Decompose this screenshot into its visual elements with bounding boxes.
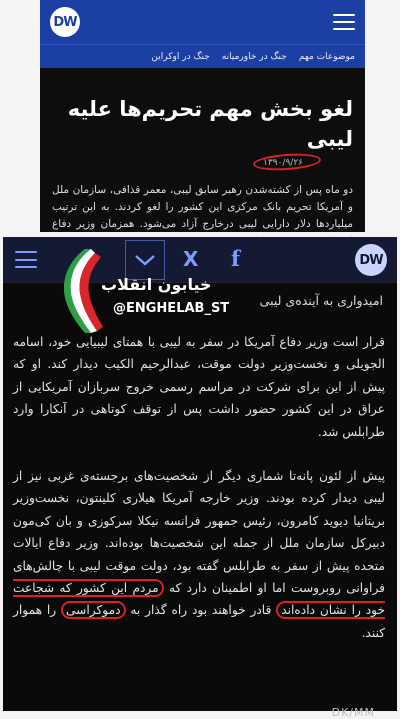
paragraph-2-start: پیش از لئون پانه‌تا شماری دیگر از شخصیت‌های برجسته‌ی غربی نیز از لیبی دیدار کرده بودند. وزیر خارجه آمریکا هیلاری کلینتون، نخست‌وزیر بریتانیا دیوید کامرون، رئیس جمهور فرانسه نیکلا سرکوزی و بان کی‌مون دبیرکل سازمان ملل از جمله این شخصیت‌ها بوده‌اند. وزیر دفاع ایالات متحده پیش از سفر به طرابلس گفته بود، دولت موقت لیبی با چالش‌های فراوانی روبروست اما او اطمینان دارد که <box>13 469 385 596</box>
top-article-screenshot <box>40 0 365 232</box>
bottom-article-screenshot <box>3 237 397 719</box>
paragraph-1: قرار است وزیر دفاع آمریکا در سفر به لیبی با همتای لیبیایی خود، اسامه الجویلی و نخست‌وزیر دولت موقت، عبدالرحیم الکیب دیدار کند. او که پیش از این برای شرکت در مراسم رسمی خروج سربازان آمریکایی از عراق در این کشور حضور داشت پس از توقف کوتاهی در آنکارا وارد طرابلس شد. <box>13 335 385 439</box>
article-date: ۱۳۹۰/۹/۲۶ <box>263 158 303 168</box>
facebook-share-icon[interactable]: f <box>231 246 241 271</box>
watermark-handle: @ENGHELAB_ST <box>113 301 230 316</box>
paragraph-2-middle: قادر خواهند بود راه گذار به <box>130 603 272 618</box>
nav-item-ukraine[interactable]: جنگ در اوکراین <box>151 51 210 62</box>
hamburger-menu-icon[interactable] <box>333 14 355 30</box>
paragraph-2-end: را هموار کنند. <box>13 603 385 640</box>
paragraph-2 <box>13 465 385 644</box>
article-body <box>13 331 385 666</box>
article-title: لغو بخش مهم تحریم‌ها علیه لیبی <box>67 97 353 151</box>
watermark-name: خیابون انقلاب <box>101 275 212 294</box>
dw-logo[interactable]: DW <box>355 244 387 276</box>
article-lead: دو ماه پس از کشته‌شدن رهبر سابق لیبی، معمر قذافی، سازمان ملل و آمریکا تحریم بانک مرکزی این کشور را لغو کردند. به این ترتیب میلیاردها دلار دارایی لیبی درخارج آزاد می‌شود. همزمان وزیر دفاع <box>52 184 353 230</box>
x-share-icon[interactable]: X <box>183 247 199 271</box>
top-nav <box>40 44 365 68</box>
nav-item-middle-east[interactable]: جنگ در خاورمیانه <box>221 51 287 62</box>
highlight-democracy: دموکراسی <box>61 601 126 619</box>
article-date-wrap <box>40 154 365 168</box>
highlight-people-courage: مردم این کشور که شجاعت خود را نشان داده‌اند <box>13 581 385 618</box>
watermark <box>61 247 241 337</box>
dw-logo[interactable]: DW <box>50 7 80 37</box>
nav-item-topics[interactable]: موضوعات مهم <box>298 51 355 62</box>
hamburger-menu-icon[interactable] <box>15 251 37 268</box>
top-header <box>40 0 365 44</box>
author-initials: DK/MM <box>331 706 375 719</box>
section-title: امیدواری به آینده‌ی لیبی <box>259 293 383 308</box>
